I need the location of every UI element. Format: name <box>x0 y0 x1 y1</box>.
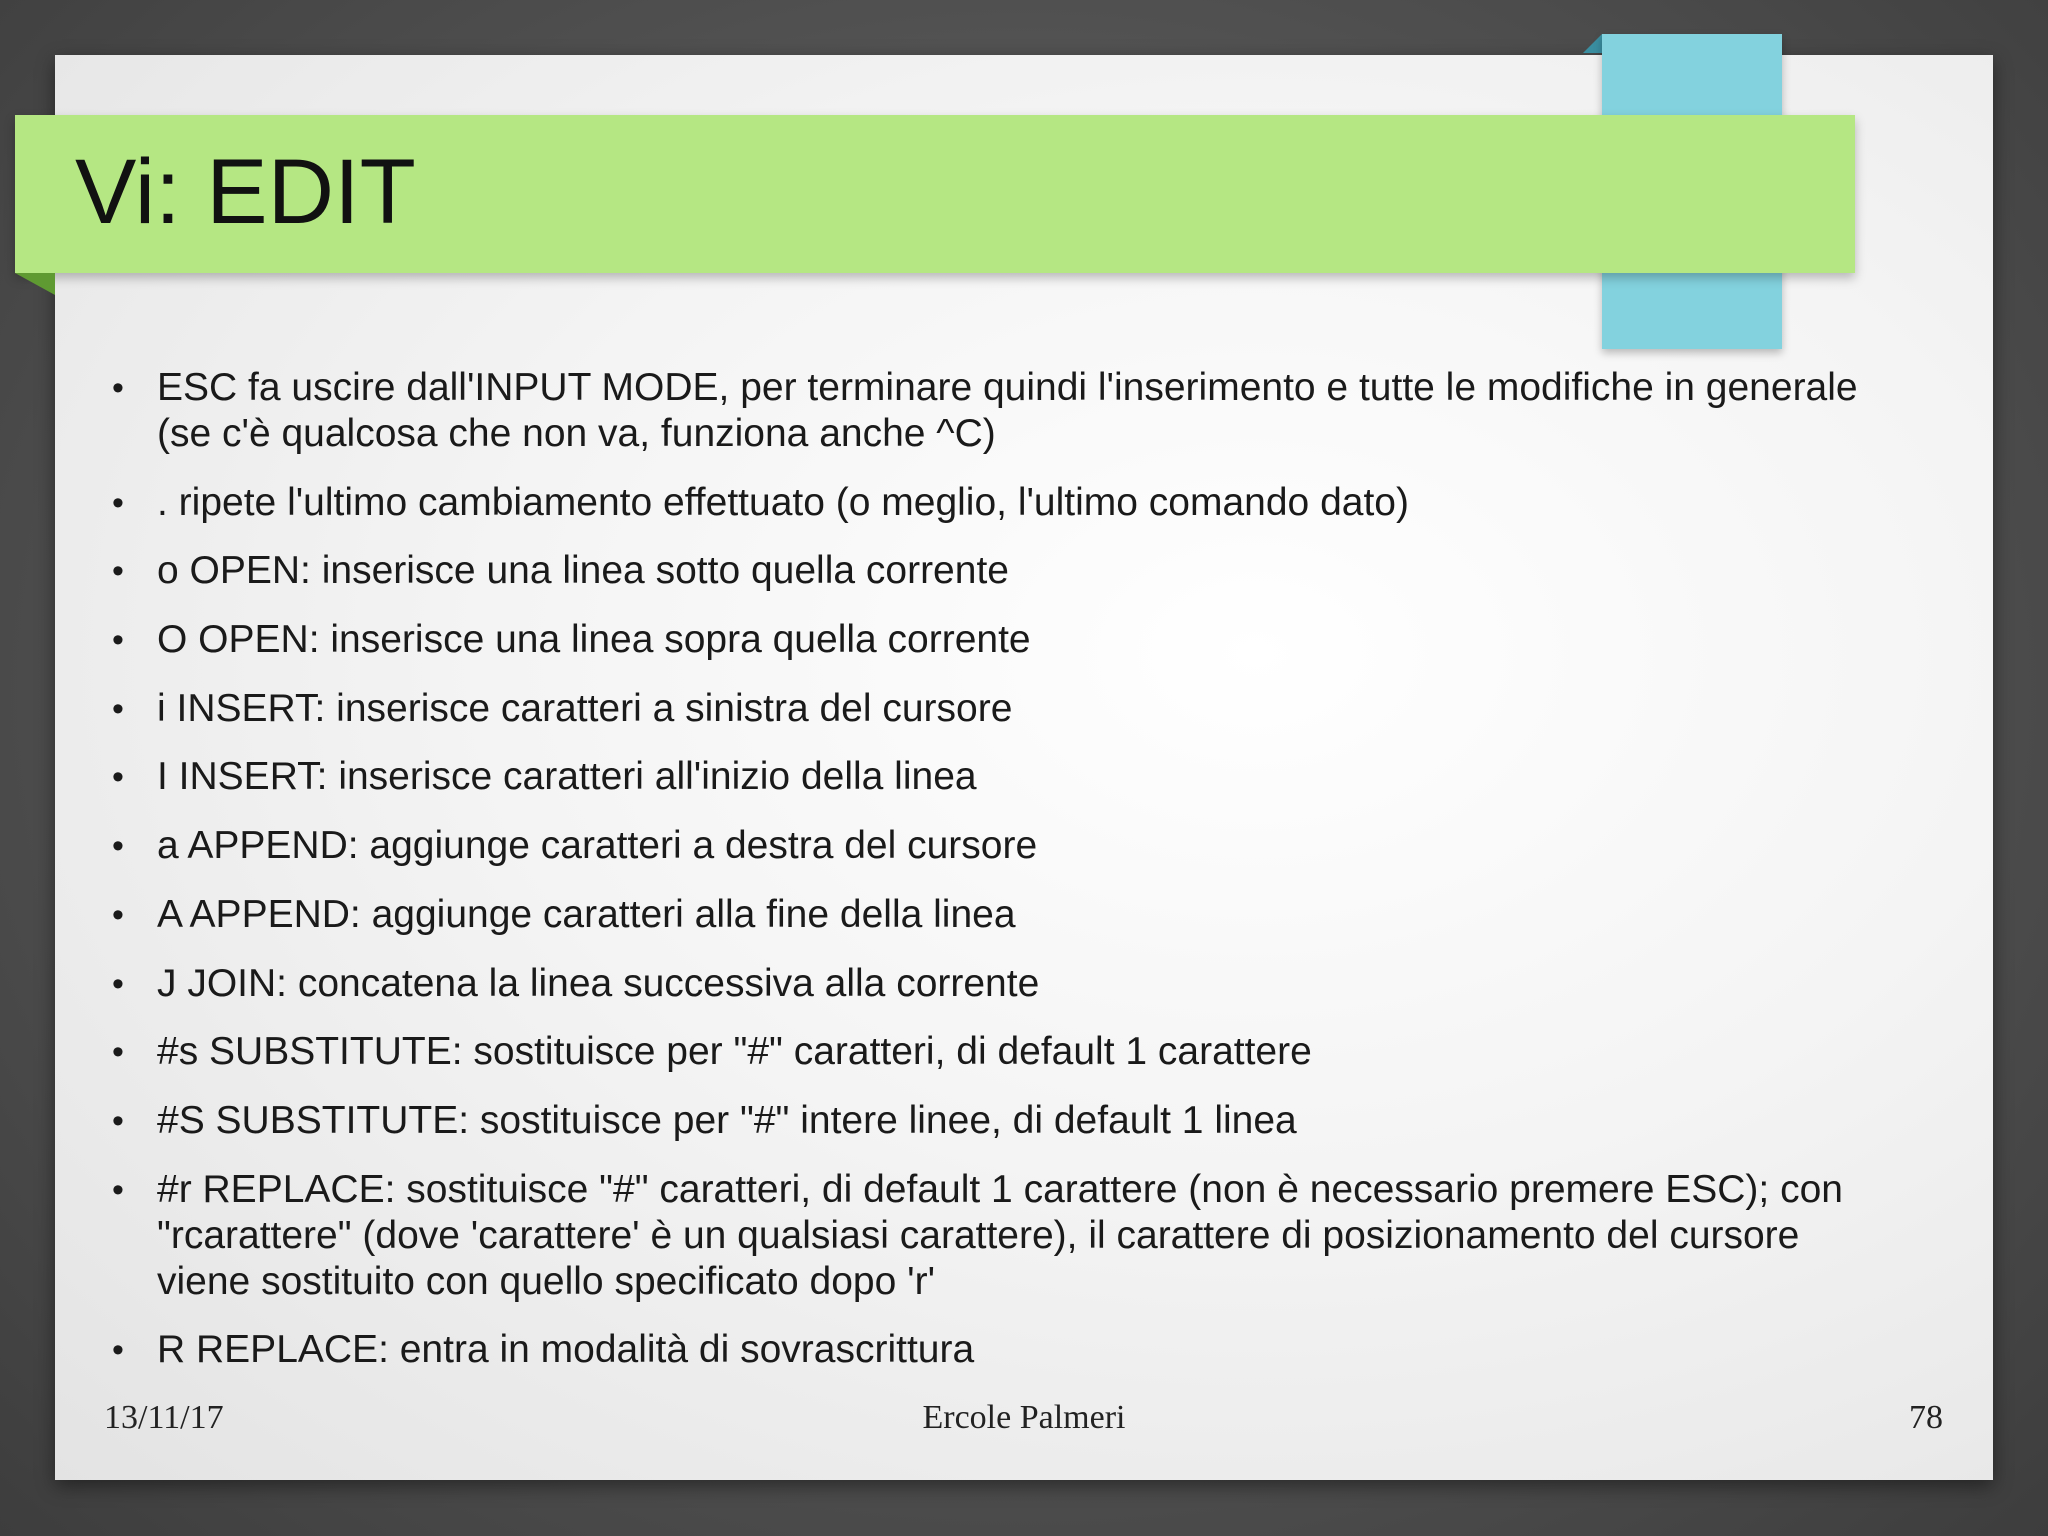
bullet-item <box>112 1327 1892 1373</box>
bullet-text: . ripete l'ultimo cambiamento effettuato (o meglio, l'ultimo comando dato) <box>157 480 1409 524</box>
bullet-list <box>112 365 1892 1396</box>
bullet-text: #S SUBSTITUTE: sostituisce per "#" intere linee, di default 1 linea <box>157 1098 1297 1142</box>
bullet-dot-icon: • <box>112 1170 124 1209</box>
bullet-text: O OPEN: inserisce una linea sopra quella corrente <box>157 618 1031 662</box>
bullet-item <box>112 1167 1892 1305</box>
bullet-item <box>112 365 1892 457</box>
bullet-dot-icon: • <box>112 1033 124 1072</box>
bullet-dot-icon: • <box>112 758 124 797</box>
bullet-text: #s SUBSTITUTE: sostituisce per "#" caratteri, di default 1 carattere <box>157 1030 1312 1074</box>
bullet-dot-icon: • <box>112 689 124 728</box>
bullet-item <box>112 823 1892 869</box>
bullet-dot-icon: • <box>112 1331 124 1370</box>
bullet-text: R REPLACE: entra in modalità di sovrascrittura <box>157 1328 975 1372</box>
bullet-dot-icon: • <box>112 964 124 1003</box>
bullet-text: #r REPLACE: sostituisce "#" caratteri, di default 1 carattere (non è necessario premere ESC); con "rcarattere" (dove 'carattere' è un qualsiasi carattere), il carattere di posizionamento del cursore viene sostituito con quello specificato dopo 'r' <box>157 1167 1843 1303</box>
bullet-text: A APPEND: aggiunge caratteri alla fine della linea <box>157 892 1016 936</box>
bullet-dot-icon: • <box>112 827 124 866</box>
bullet-text: i INSERT: inserisce caratteri a sinistra del cursore <box>157 686 1013 730</box>
bullet-item <box>112 686 1892 732</box>
slide-title: Vi: EDIT <box>75 141 416 243</box>
bullet-dot-icon: • <box>112 369 124 407</box>
bullet-text: I INSERT: inserisce caratteri all'inizio della linea <box>157 755 977 799</box>
bullet-dot-icon: • <box>112 621 124 660</box>
title-bar-fold <box>15 273 55 295</box>
bullet-item <box>112 754 1892 800</box>
bullet-item <box>112 1098 1892 1144</box>
accent-tab-fold <box>1583 34 1602 53</box>
bullet-item <box>112 548 1892 594</box>
bullet-dot-icon: • <box>112 483 124 522</box>
bullet-item <box>112 1029 1892 1075</box>
bullet-item <box>112 892 1892 938</box>
bullet-item <box>112 480 1892 526</box>
footer-date: 13/11/17 <box>104 1399 224 1436</box>
bullet-dot-icon: • <box>112 552 124 591</box>
bullet-dot-icon: • <box>112 1101 124 1140</box>
bullet-text: J JOIN: concatena la linea successiva alla corrente <box>157 961 1040 1005</box>
bullet-text: o OPEN: inserisce una linea sotto quella corrente <box>157 549 1009 593</box>
footer-author: Ercole Palmeri <box>922 1399 1126 1436</box>
bullet-dot-icon: • <box>112 895 124 934</box>
bullet-item <box>112 617 1892 663</box>
bullet-text: a APPEND: aggiunge caratteri a destra del cursore <box>157 824 1038 868</box>
footer-page-number: 78 <box>1909 1399 1943 1436</box>
bullet-text: ESC fa uscire dall'INPUT MODE, per terminare quindi l'inserimento e tutte le modifiche in generale (se c'è qualcosa che non va, funziona anche ^C) <box>157 366 1858 455</box>
bullet-item <box>112 961 1892 1007</box>
